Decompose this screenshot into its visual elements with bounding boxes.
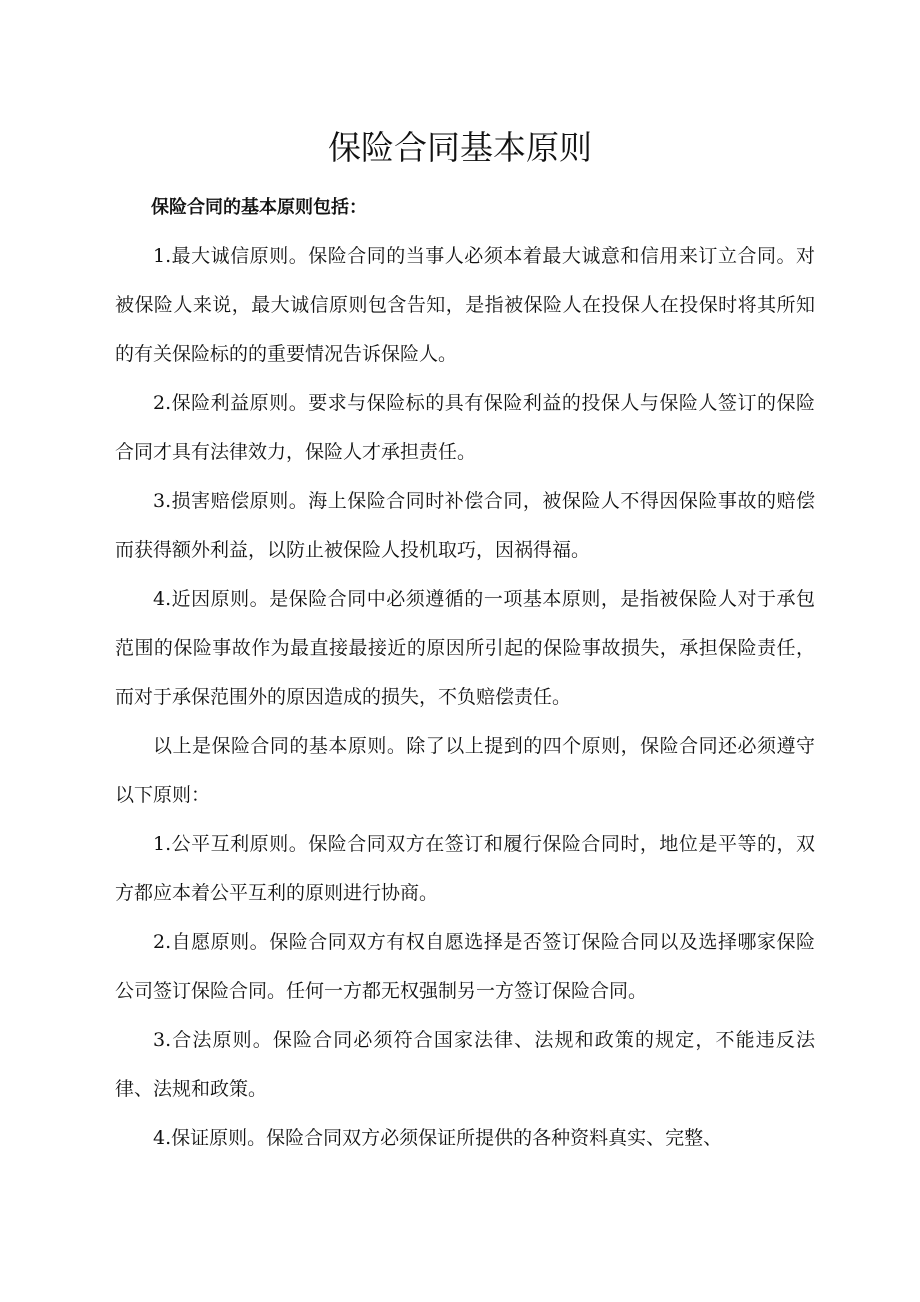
paragraph-principle-proximate-cause: 4.近因原则。是保险合同中必须遵循的一项基本原则，是指被保险人对于承包范围的保险事故作为最直接最接近的原因所引起的保险事故损失，承担保险责任，而对于承保范围外的原因造成的损失，不负赔偿责任。 bbox=[115, 588, 815, 708]
paragraph-principle-good-faith: 1.最大诚信原则。保险合同的当事人必须本着最大诚意和信用来订立合同。对被保险人来说，最大诚信原则包含告知，是指被保险人在投保人在投保时将其所知的有关保险标的的重要情况告诉保险人。 bbox=[115, 245, 815, 365]
paragraph-principle-voluntary: 2.自愿原则。保险合同双方有权自愿选择是否签订保险合同以及选择哪家保险公司签订保险合同。任何一方都无权强制另一方签订保险合同。 bbox=[115, 931, 815, 1002]
paragraph-principle-indemnity: 3.损害赔偿原则。海上保险合同时补偿合同，被保险人不得因保险事故的赔偿而获得额外利益，以防止被保险人投机取巧，因祸得福。 bbox=[115, 490, 815, 561]
document-title: 保险合同基本原则 bbox=[328, 128, 592, 167]
paragraph-principle-warranty: 4.保证原则。保险合同双方必须保证所提供的各种资料真实、完整、 bbox=[153, 1127, 723, 1149]
paragraph-principle-fairness: 1.公平互利原则。保险合同双方在签订和履行保险合同时，地位是平等的，双方都应本着公平互利的原则进行协商。 bbox=[115, 833, 815, 904]
paragraph-principle-insurable-interest: 2.保险利益原则。要求与保险标的具有保险利益的投保人与保险人签订的保险合同才具有法律效力，保险人才承担责任。 bbox=[115, 392, 815, 463]
intro-heading: 保险合同的基本原则包括： bbox=[151, 197, 367, 218]
paragraph-summary: 以上是保险合同的基本原则。除了以上提到的四个原则，保险合同还必须遵守以下原则： bbox=[115, 735, 815, 806]
document-body bbox=[115, 183, 815, 1163]
paragraph-principle-legality: 3.合法原则。保险合同必须符合国家法律、法规和政策的规定，不能违反法律、法规和政策。 bbox=[115, 1029, 815, 1100]
